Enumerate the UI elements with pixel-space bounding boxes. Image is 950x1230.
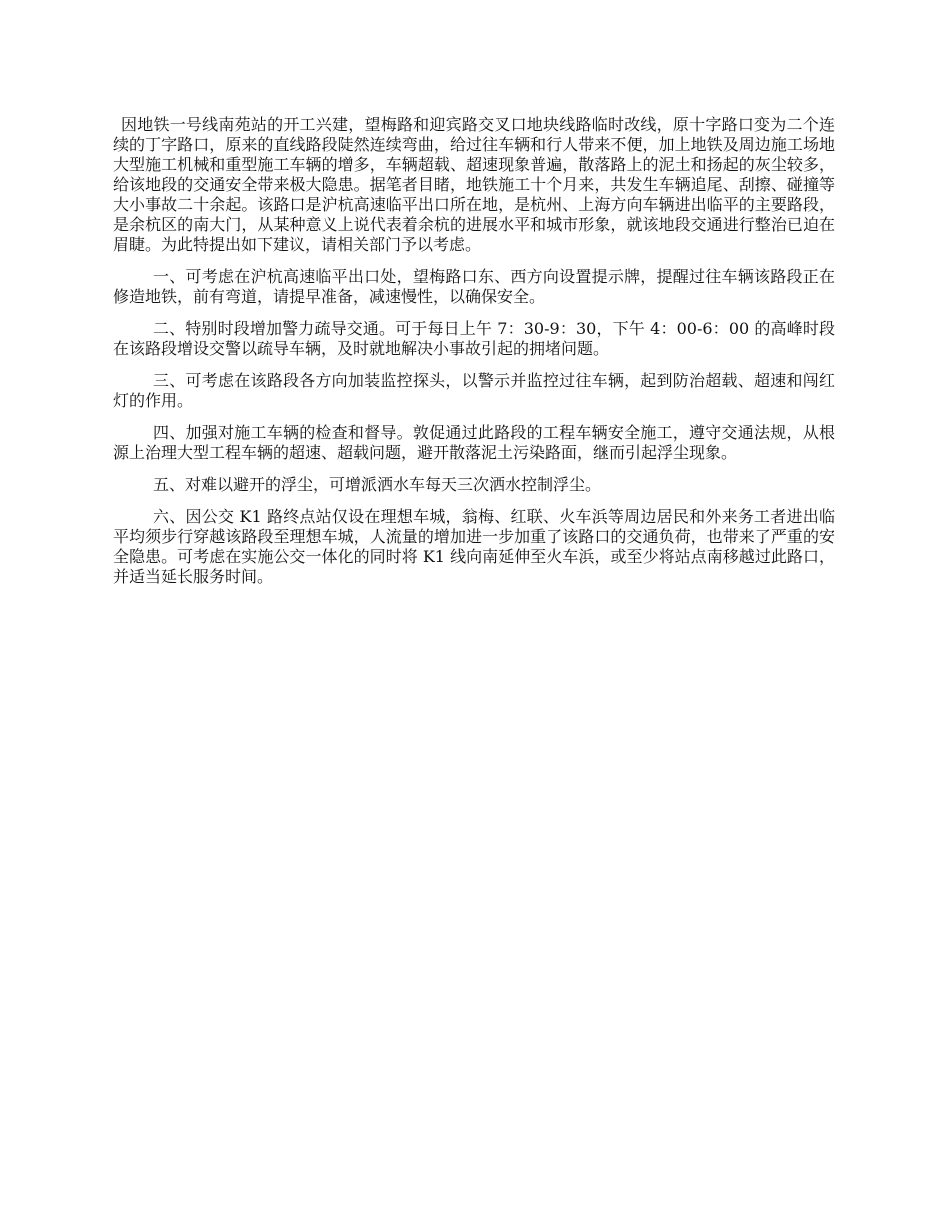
paragraph-suggestion-6: 六、因公交 K1 路终点站仅设在理想车城，翁梅、红联、火车浜等周边居民和外来务工者进出临平均须步行穿越该路段至理想车城，人流量的增加进一步加重了该路口的交通负荷，也带来了严重的安全隐患。可考虑在实施公交一体化的同时将 K1 线向南延伸至火车浜，或至少将站点南移越过此路口，并适当延长服务时间。 xyxy=(113,507,835,586)
paragraph-suggestion-4: 四、加强对施工车辆的检查和督导。敦促通过此路段的工程车辆安全施工，遵守交通法规，从根源上治理大型工程车辆的超速、超载问题，避开散落泥土污染路面，继而引起浮尘现象。 xyxy=(113,423,835,462)
paragraph-suggestion-2: 二、特别时段增加警力疏导交通。可于每日上午 7：30-9：30，下午 4：00-6：00 的高峰时段在该路段增设交警以疏导车辆，及时就地解决小事故引起的拥堵问题。 xyxy=(113,319,835,358)
paragraph-intro: 因地铁一号线南苑站的开工兴建，望梅路和迎宾路交叉口地块线路临时改线，原十字路口变为二个连续的丁字路口，原来的直线路段陡然连续弯曲，给过往车辆和行人带来不便，加上地铁及周边施工场地大型施工机械和重型施工车辆的增多，车辆超载、超速现象普遍，散落路上的泥土和扬起的灰尘较多，给该地段的交通安全带来极大隐患。据笔者目睹，地铁施工十个月来，共发生车辆追尾、刮擦、碰撞等大小事故二十余起。该路口是沪杭高速临平出口所在地，是杭州、上海方向车辆进出临平的主要路段，是余杭区的南大门，从某种意义上说代表着余杭的进展水平和城市形象，就该地段交通进行整治已迫在眉睫。为此特提出如下建议，请相关部门予以考虑。 xyxy=(113,115,835,254)
document-body xyxy=(113,115,835,599)
paragraph-suggestion-5: 五、对难以避开的浮尘，可增派洒水车每天三次洒水控制浮尘。 xyxy=(153,475,602,494)
paragraph-suggestion-3: 三、可考虑在该路段各方向加装监控探头，以警示并监控过往车辆，起到防治超载、超速和闯红灯的作用。 xyxy=(113,371,835,410)
paragraph-suggestion-1: 一、可考虑在沪杭高速临平出口处，望梅路口东、西方向设置提示牌，提醒过往车辆该路段正在修造地铁，前有弯道，请提早准备，减速慢性，以确保安全。 xyxy=(113,267,835,306)
